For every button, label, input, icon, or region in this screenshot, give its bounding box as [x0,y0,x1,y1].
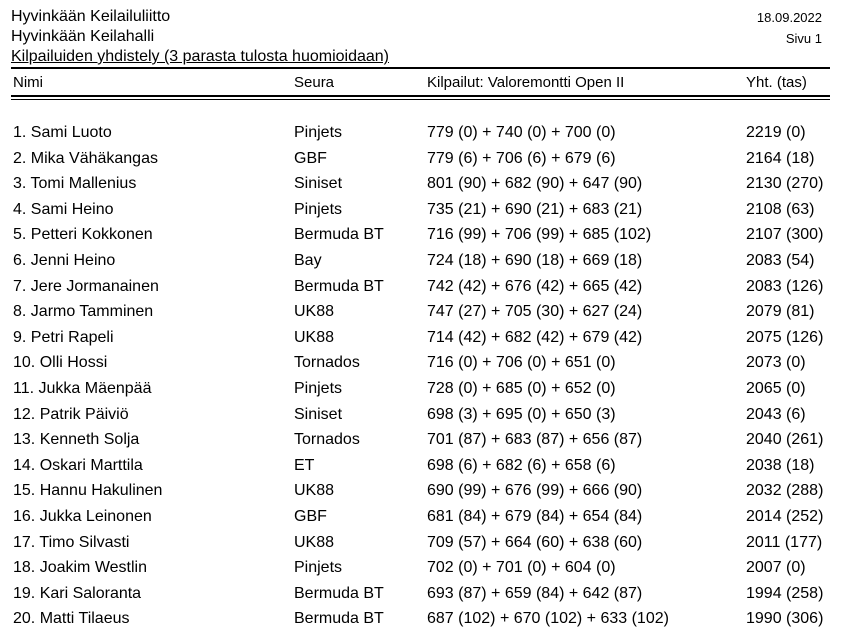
player-club: ET [294,456,315,474]
player-rank-name: 14. Oskari Marttila [13,456,143,474]
venue-name: Hyvinkään Keilahalli [11,28,155,45]
player-club: Bermuda BT [294,584,384,602]
player-rank-name: 18. Joakim Westlin [13,559,147,577]
player-scores: 687 (102) + 670 (102) + 633 (102) [427,610,669,628]
player-scores: 716 (99) + 706 (99) + 685 (102) [427,226,652,244]
player-club: Tornados [294,431,360,449]
player-rank-name: 12. Patrik Päiviö [13,405,129,423]
player-club: Bermuda BT [294,610,384,628]
table-row [0,120,844,146]
player-rank-name: 2. Mika Vähäkangas [13,149,158,167]
player-club: UK88 [294,328,335,346]
player-total: 2108 (63) [746,200,815,218]
table-row [0,325,844,351]
player-scores: 801 (90) + 682 (90) + 647 (90) [427,175,643,193]
player-total: 2007 (0) [746,559,806,577]
player-club: Bermuda BT [294,277,384,295]
player-total: 2065 (0) [746,379,806,397]
player-total: 2040 (261) [746,431,824,449]
player-scores: 709 (57) + 664 (60) + 638 (60) [427,533,643,551]
table-row [0,171,844,197]
player-club: Tornados [294,354,360,372]
player-rank-name: 5. Petteri Kokkonen [13,226,153,244]
report-title: Kilpailuiden yhdistely (3 parasta tulosta huomioidaan) [11,48,389,65]
table-row [0,606,844,632]
header-double-rule [11,99,830,100]
player-rank-name: 16. Jukka Leinonen [13,507,152,525]
column-headers [0,73,844,93]
player-club: GBF [294,507,327,525]
page-number: Sivu 1 [785,31,822,46]
player-scores: 702 (0) + 701 (0) + 604 (0) [427,559,616,577]
player-club: Bay [294,251,322,269]
player-total: 1990 (306) [746,610,824,628]
player-scores: 714 (42) + 682 (42) + 679 (42) [427,328,643,346]
column-header-club: Seura [294,74,335,91]
column-header-competitions: Kilpailut: Valoremontti Open II [427,74,625,91]
player-rank-name: 1. Sami Luoto [13,124,112,141]
table-row [0,427,844,453]
player-rank-name: 6. Jenni Heino [13,251,116,269]
player-total: 2130 (270) [746,175,824,193]
player-rank-name: 15. Hannu Hakulinen [13,482,163,500]
player-club: Pinjets [294,200,343,218]
player-scores: 742 (42) + 676 (42) + 665 (42) [427,277,643,295]
player-rank-name: 20. Matti Tilaeus [13,610,130,628]
player-rank-name: 13. Kenneth Solja [13,431,140,449]
player-scores: 747 (27) + 705 (30) + 627 (24) [427,303,643,321]
player-total: 2164 (18) [746,149,815,167]
header-bottom-rule [11,95,830,97]
player-club: Pinjets [294,559,343,577]
player-scores: 690 (99) + 676 (99) + 666 (90) [427,482,643,500]
results-table [0,120,844,632]
player-total: 2083 (126) [746,277,824,295]
player-total: 2075 (126) [746,328,824,346]
player-rank-name: 19. Kari Saloranta [13,584,142,602]
player-total: 2014 (252) [746,507,824,525]
table-row [0,402,844,428]
player-scores: 716 (0) + 706 (0) + 651 (0) [427,354,616,372]
player-scores: 698 (3) + 695 (0) + 650 (3) [427,405,616,423]
player-total: 2083 (54) [746,251,815,269]
federation-name: Hyvinkään Keilailuliitto [11,8,171,25]
player-total: 2107 (300) [746,226,824,244]
table-row [0,555,844,581]
player-scores: 779 (0) + 740 (0) + 700 (0) [427,124,616,141]
table-row [0,504,844,530]
player-rank-name: 11. Jukka Mäenpää [13,379,152,397]
player-total: 2043 (6) [746,405,806,423]
player-scores: 693 (87) + 659 (84) + 642 (87) [427,584,643,602]
column-header-name: Nimi [13,74,43,91]
player-total: 2219 (0) [746,124,806,141]
player-scores: 735 (21) + 690 (21) + 683 (21) [427,200,643,218]
table-row [0,530,844,556]
player-rank-name: 4. Sami Heino [13,200,114,218]
player-total: 2073 (0) [746,354,806,372]
player-club: Pinjets [294,124,343,141]
table-row [0,581,844,607]
player-scores: 779 (6) + 706 (6) + 679 (6) [427,149,616,167]
player-scores: 681 (84) + 679 (84) + 654 (84) [427,507,643,525]
player-club: UK88 [294,482,335,500]
table-row [0,248,844,274]
table-row [0,453,844,479]
table-row [0,146,844,172]
player-scores: 698 (6) + 682 (6) + 658 (6) [427,456,616,474]
player-rank-name: 8. Jarmo Tamminen [13,303,154,321]
player-scores: 701 (87) + 683 (87) + 656 (87) [427,431,643,449]
table-row [0,350,844,376]
report-date: 18.09.2022 [756,10,822,25]
player-club: UK88 [294,303,335,321]
table-row [0,197,844,223]
player-club: Siniset [294,175,343,193]
player-total: 2079 (81) [746,303,815,321]
header-top-rule [11,67,830,69]
player-total: 2011 (177) [746,533,823,551]
player-scores: 728 (0) + 685 (0) + 652 (0) [427,379,616,397]
player-club: Siniset [294,405,343,423]
player-rank-name: 9. Petri Rapeli [13,328,114,346]
table-row [0,478,844,504]
player-club: UK88 [294,533,335,551]
player-rank-name: 10. Olli Hossi [13,354,108,372]
player-rank-name: 7. Jere Jormanainen [13,277,159,295]
player-scores: 724 (18) + 690 (18) + 669 (18) [427,251,643,269]
player-club: Pinjets [294,379,343,397]
player-total: 2038 (18) [746,456,815,474]
table-row [0,376,844,402]
table-row [0,222,844,248]
player-total: 2032 (288) [746,482,824,500]
player-rank-name: 3. Tomi Mallenius [13,175,137,193]
table-row [0,299,844,325]
player-club: Bermuda BT [294,226,384,244]
player-rank-name: 17. Timo Silvasti [13,533,130,551]
player-total: 1994 (258) [746,584,824,602]
table-row [0,274,844,300]
column-header-total: Yht. (tas) [746,74,807,91]
player-club: GBF [294,149,327,167]
